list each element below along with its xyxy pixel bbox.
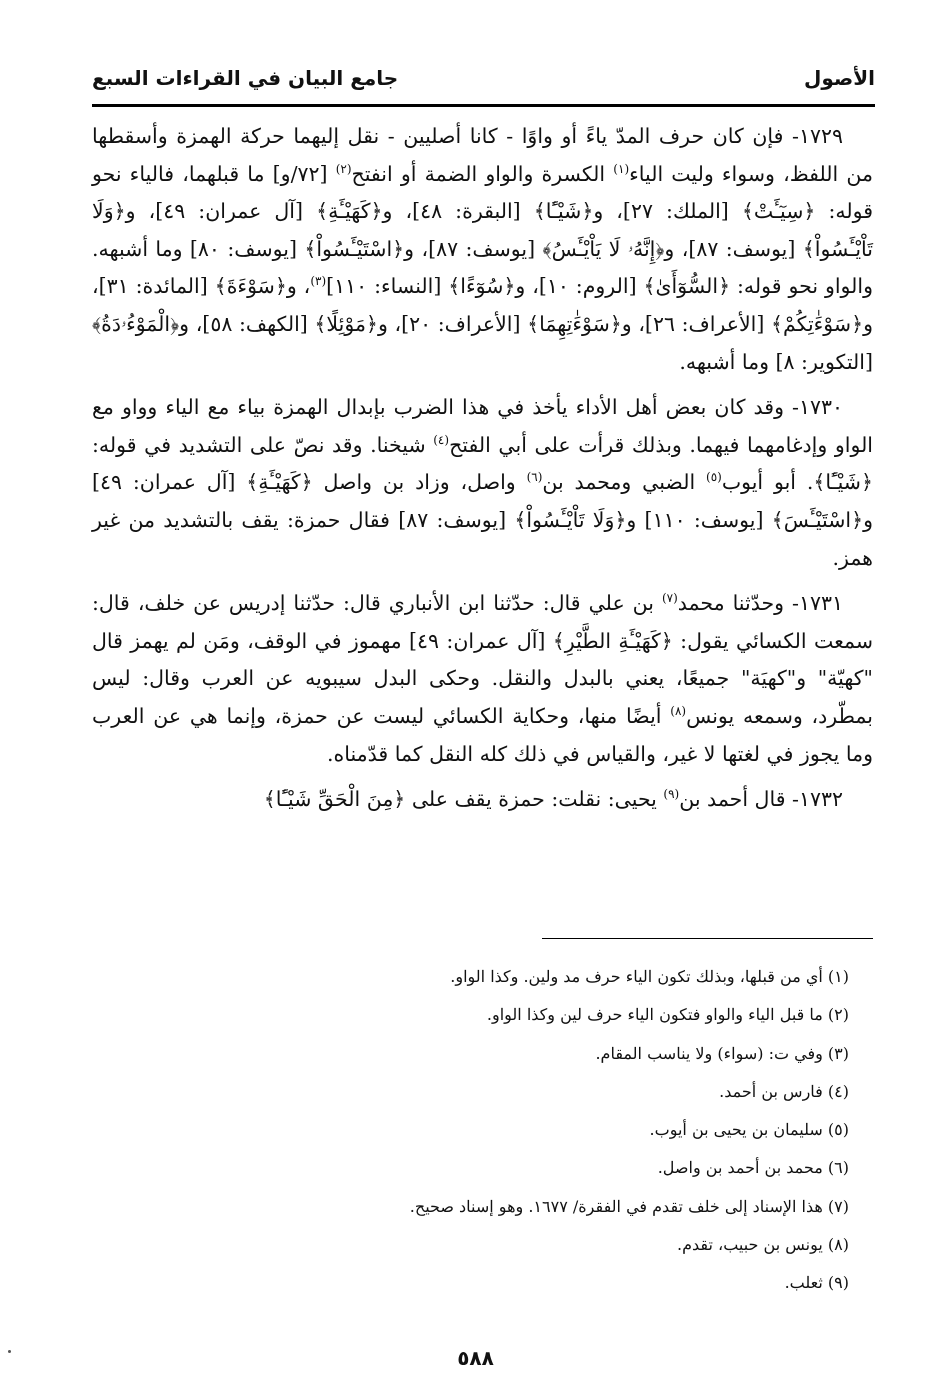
text-run: الكسرة والواو الضمة أو انفتح bbox=[351, 161, 614, 186]
footnote-marker: (٦) bbox=[526, 470, 543, 485]
footnote-5: (٥) سليمان بن يحيى بن أيوب. bbox=[649, 1120, 849, 1140]
body-text bbox=[92, 118, 873, 827]
scan-speck bbox=[8, 1350, 11, 1353]
footnote-marker: (٣) bbox=[310, 274, 327, 289]
footnote-4: (٤) فارس بن أحمد. bbox=[719, 1081, 849, 1101]
footnote-marker: (٢) bbox=[335, 161, 352, 176]
paragraph-1731 bbox=[92, 585, 873, 773]
text-run: يحيى: نقلت: حمزة يقف على ﴿مِنَ الْحَقِّ شَيْـًٔا﴾ bbox=[263, 787, 664, 812]
footnote-6: (٦) محمد بن أحمد بن واصل. bbox=[657, 1158, 849, 1178]
page-number: ٥٨٨ bbox=[457, 1346, 494, 1370]
paragraph-1729 bbox=[92, 118, 873, 381]
text-run: شيخنا. وقد نصّ على التشديد في قوله: ﴿شَيْـًٔا﴾. أبو أيوب bbox=[92, 432, 873, 495]
footnote-9: (٩) ثعلب. bbox=[784, 1273, 849, 1293]
text-run: بن علي قال: حدّثنا ابن الأنباري قال: حدّثنا إدريس عن خلف، قال: سمعت الكسائي يقول: ﴿كَهَيْـَٔةِ الطَّيْرِ﴾ [آل عمران: ٤٩] مهموز في الوقف، ومَن لم يهمز قال "كهيّة" و"كهيَة" جميعًا، يعني بالبدل والنقل. وحكى البدل سيبويه عن العرب وقال: ليس بمطّرد، وسمعه يونس bbox=[92, 591, 874, 728]
footnote-2: (٢) ما قبل الياء والواو فتكون الياء حرف لين وكذا الواو. bbox=[486, 1005, 849, 1025]
footnote-marker: (٥) bbox=[706, 470, 722, 485]
text-run: أيضًا منها، وحكاية الكسائي ليست عن حمزة، وإنما هي عن العرب وما يجوز في لغتها لا غير، والقياس في ذلك كله النقل كما قدّمناه. bbox=[92, 703, 873, 766]
footnote-marker: (١) bbox=[613, 161, 630, 176]
text-run: ، و﴿سَوْءَةَ﴾ [المائدة: ٣١]، و﴿سَوْءَٰتِكُمْ﴾ [الأعراف: ٢٦]، و﴿سَوْءَٰتِهِمَا﴾ [الأعراف: ٢٠]، و﴿مَوْئِلًا﴾ [الكهف: ٥٨]، و﴿الْمَوْءُۥدَةُ﴾ [التكوير: ٨] وما أشبهه. bbox=[92, 274, 873, 374]
footnote-marker: (٤) bbox=[433, 432, 450, 447]
text-run: [٧٢/و] ما قبلهما، فالياء نحو قوله: ﴿سِيٓـَٔتْ﴾ [الملك: ٢٧]، و﴿شَيْـًٔا﴾ [البقرة: ٤٨]، و﴿كَهَيْـَٔةِ﴾ [آل عمران: ٤٩]، و﴿وَلَا تَاْيْـَٔسُواْ﴾ [يوسف: ٨٧]، و﴿إِنَّهُۥ لَا يَاْيْـَٔسُ﴾ [يوسف: ٨٧]، و﴿اسْتَيْـَٔسُواْ﴾ [يوسف: ٨٠] وما أشبهه. والواو نحو قوله: ﴿السُّوٓأَىٰ﴾ [الروم: ١٠]، و﴿سُوٓءًا﴾ [النساء: ١١٠] bbox=[92, 161, 873, 299]
footnote-7: (٧) هذا الإسناد إلى خلف تقدم في الفقرة/ ١٦٧٧. وهو إسناد صحيح. bbox=[409, 1196, 849, 1216]
section-title: الأصول bbox=[804, 66, 875, 90]
paragraph-1732 bbox=[92, 781, 873, 819]
text-run: ١٧٣٢- قال أحمد بن bbox=[679, 787, 843, 812]
footnote-1: (١) أي من قبلها، وبذلك تكون الياء حرف مد ولين. وكذا الواو. bbox=[450, 967, 849, 986]
running-header bbox=[92, 58, 875, 98]
text-run: الضبي ومحمد بن bbox=[542, 470, 706, 495]
book-title: جامع البيان في القراءات السبع bbox=[92, 66, 399, 90]
footnote-8: (٨) يونس بن حبيب، تقدم. bbox=[677, 1235, 849, 1255]
footnote-marker: (٩) bbox=[663, 787, 680, 802]
text-run: واصل، وزاد بن واصل ﴿كَهَيْـَٔةِ﴾ [آل عمران: ٤٩] و﴿اسْتَيْـَٔسَ﴾ [يوسف: ١١٠] و﴿وَلَا تَاْيْـَٔسُواْ﴾ [يوسف: ٨٧] فقال حمزة: يقف بالتشديد من غير همز. bbox=[92, 470, 873, 570]
text-run: ١٧٣١- وحدّثنا محمد bbox=[677, 591, 843, 616]
footnotes bbox=[92, 958, 849, 1303]
header-rule bbox=[92, 104, 875, 107]
text-run: ١٧٣٠- وقد كان بعض أهل الأداء يأخذ في هذا الضرب بإبدال الهمزة بياء مع الياء وواو مع الواو وإدغامهما فيهما. وبذلك قرأت على أبي الفتح bbox=[92, 395, 874, 457]
footnote-3: (٣) وفي ت: (سواء) ولا يناسب المقام. bbox=[595, 1043, 849, 1063]
footnote-marker: (٧) bbox=[661, 591, 678, 606]
footnote-rule bbox=[542, 938, 873, 939]
footnote-marker: (٨) bbox=[670, 704, 687, 719]
text-run: ١٧٢٩- فإن كان حرف المدّ ياءً أو واوًا - كانا أصليين - نقل إليهما حركة الهمزة وأسقطها من اللفظ، وسواء وليت الياء bbox=[92, 124, 873, 186]
paragraph-1730 bbox=[92, 389, 873, 577]
